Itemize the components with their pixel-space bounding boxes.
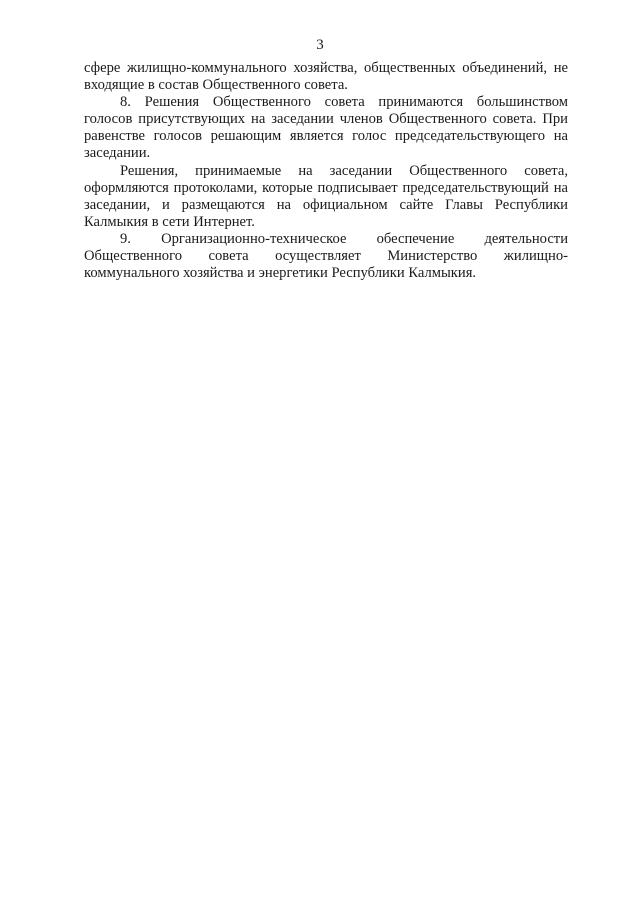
paragraph-continuation: сфере жилищно-коммунального хозяйства, общественных объединений, не входящие в состав Общественного совета. (84, 60, 568, 94)
paragraph-decisions: Решения, принимаемые на заседании Общественного совета, оформляются протоколами, которые подписывает председательствующий на заседании, и размещаются на официальном сайте Главы Республики Калмыкия в сети Интернет. (84, 162, 568, 230)
paragraph-item-9: 9. Организационно-техническое обеспечение деятельности Общественного совета осуществляет Министерство жилищно-коммунального хозяйства и энергетики Республики Калмыкия. (84, 230, 568, 282)
page-number: 3 (316, 37, 324, 53)
document-body (84, 60, 568, 282)
paragraph-item-8: 8. Решения Общественного совета принимаются большинством голосов присутствующих на заседании членов Общественного совета. При равенстве голосов решающим является голос председательствующего на заседании. (84, 94, 568, 162)
